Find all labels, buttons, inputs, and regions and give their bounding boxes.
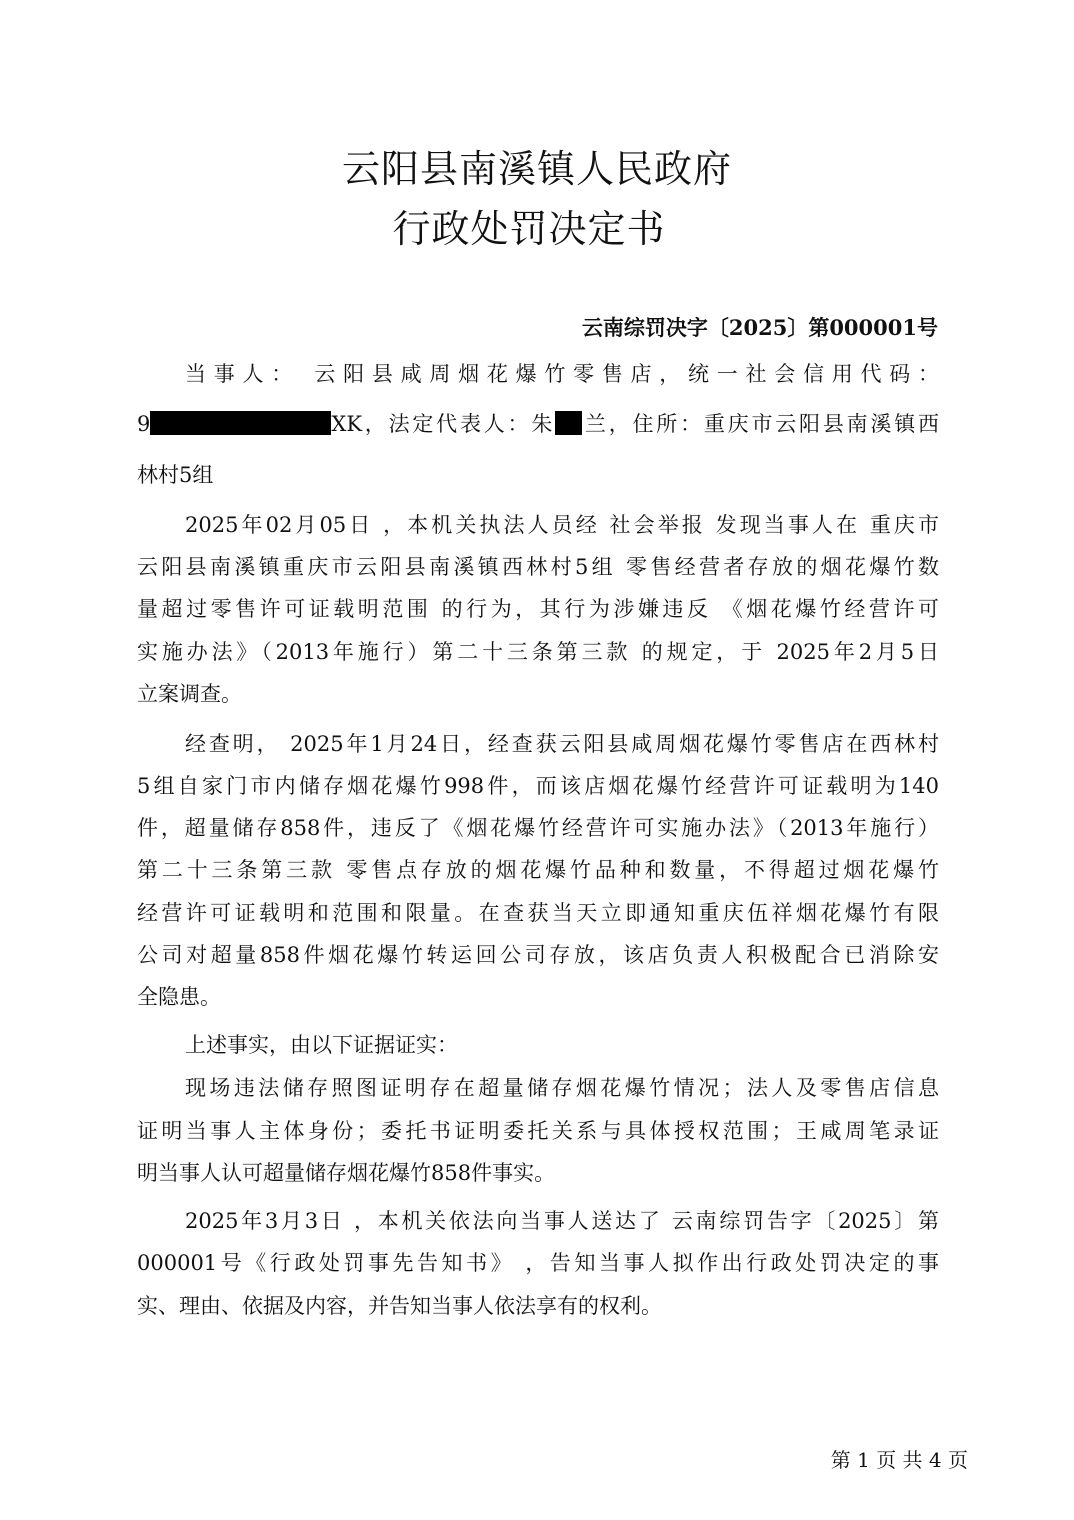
paragraph-2-line: 件，超量储存858件，违反了《烟花爆竹经营许可实施办法》（2013年施行） — [137, 816, 939, 840]
redaction-block-name — [555, 411, 582, 435]
paragraph-2-line: 5组自家门市内储存烟花爆竹998件，而该店烟花爆竹经营许可证载明为140 — [137, 774, 939, 798]
credit-code-prefix: 9 — [137, 412, 151, 436]
paragraph-4-line: 证明当事人主体身份；委托书证明委托关系与具体授权范围；王咸周笔录证 — [137, 1119, 939, 1143]
party-line-2-mid: XK，法定代表人：朱 — [331, 412, 556, 436]
paragraph-1-line: 2025年02月05日 ，本机关执法人员经 社会举报 发现当事人在 重庆市 — [185, 513, 939, 537]
paragraph-5-line: 000001号《行政处罚事先告知书》 ，告知当事人拟作出行政处罚决定的事 — [137, 1251, 939, 1275]
paragraph-4-line: 明当事人认可超量储存烟花爆竹858件事实。 — [137, 1161, 556, 1185]
document-number: 云南综罚决字〔2025〕第000001号 — [581, 315, 938, 340]
paragraph-4-line: 现场违法储存照图证明存在超量储存烟花爆竹情况；法人及零售店信息 — [185, 1076, 939, 1100]
redaction-block-credit-code — [150, 411, 331, 435]
party-line-3: 林村5组 — [137, 463, 214, 487]
document-title-issuer: 云阳县南溪镇人民政府 — [341, 147, 732, 191]
paragraph-2-line: 经营许可证载明和范围和限量。在查获当天立即通知重庆伍祥烟花爆竹有限 — [137, 901, 939, 925]
party-line-2-suffix: 兰，住所：重庆市云阳县南溪镇西 — [582, 412, 940, 436]
party-line-1: 当事人： 云阳县咸周烟花爆竹零售店，统一社会信用代码： — [185, 362, 939, 386]
paragraph-2-line: 第二十三条第三款 零售点存放的烟花爆竹品种和数量，不得超过烟花爆竹 — [137, 858, 939, 882]
paragraph-1-line: 实施办法》（2013年施行）第二十三条第三款 的规定，于 2025年2月5日 — [137, 640, 939, 664]
paragraph-2-line: 经查明， 2025年1月24日，经查获云阳县咸周烟花爆竹零售店在西林村 — [185, 732, 939, 756]
paragraph-5-line: 实、理由、依据及内容，并告知当事人依法享有的权利。 — [137, 1294, 662, 1318]
paragraph-1-line: 立案调查。 — [137, 682, 242, 706]
paragraph-2-line: 公司对超量858件烟花爆竹转运回公司存放，该店负责人积极配合已消除安 — [137, 943, 939, 967]
document-title-type: 行政处罚决定书 — [392, 207, 666, 251]
paragraph-1-line: 量超过零售许可证载明范围 的行为，其行为涉嫌违反 《烟花爆竹经营许可 — [137, 597, 939, 621]
paragraph-1-line: 云阳县南溪镇重庆市云阳县南溪镇西林村5组 零售经营者存放的烟花爆竹数 — [137, 555, 939, 579]
paragraph-3-line: 上述事实，由以下证据证实： — [185, 1033, 458, 1057]
paragraph-5-line: 2025年3月3日 ，本机关依法向当事人送达了 云南综罚告字〔2025〕第 — [185, 1209, 939, 1233]
page-number: 第 1 页 共 4 页 — [830, 1448, 968, 1472]
paragraph-2-line: 全隐患。 — [137, 985, 221, 1009]
party-line-2 — [137, 409, 939, 439]
